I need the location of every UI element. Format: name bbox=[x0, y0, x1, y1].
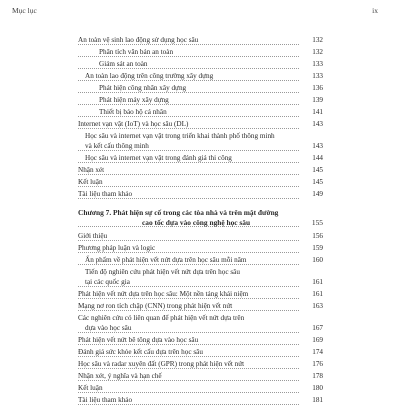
toc-entry-page: 139 bbox=[299, 97, 323, 104]
toc-entry-page: 149 bbox=[299, 191, 323, 198]
chapter-title-continued: cao tốc dựa vào công nghệ học sâu bbox=[142, 218, 251, 227]
toc-entry bbox=[78, 337, 323, 347]
toc-entry-label: Giám sát an toàn bbox=[99, 60, 148, 68]
toc-entry bbox=[78, 167, 323, 177]
toc-entry-page: 167 bbox=[299, 325, 323, 332]
toc-entry-label: Đánh giá sức khỏe kết cấu dựa trên học sâu bbox=[78, 348, 203, 356]
toc-entry bbox=[78, 349, 323, 359]
chapter-title: Chương 7. Phát hiện sự cố trong các tòa nhà và trên mặt đường bbox=[78, 208, 279, 217]
toc-entry-label: Ấn phẩm về phát hiện vết nứt dựa trên học sâu mỗi năm bbox=[85, 256, 247, 264]
toc-entry-label: Các nghiên cứu có liên quan để phát hiện vết nứt dựa trên bbox=[78, 314, 245, 322]
toc-entry-page: 132 bbox=[299, 37, 323, 44]
toc-entry-page: 141 bbox=[299, 109, 323, 116]
toc-entry-label: Mạng nơ ron tích chập (CNN) trong phát hiện vết nứt bbox=[78, 302, 233, 310]
toc-entry bbox=[78, 303, 323, 313]
toc-entry bbox=[78, 133, 323, 153]
toc-entry-page: 156 bbox=[299, 233, 323, 240]
toc-entry-page: 169 bbox=[299, 337, 323, 344]
toc-entry bbox=[78, 73, 323, 83]
toc-entry-label: Học sâu và radar xuyên đất (GPR) trong phát hiện vết nứt bbox=[78, 360, 245, 368]
toc-entry bbox=[78, 49, 323, 59]
toc-entry-label: Kết luận bbox=[78, 384, 103, 392]
toc-entry-label: Giới thiệu bbox=[78, 232, 108, 240]
toc-entry-label-continued: và kết cấu thông minh bbox=[85, 142, 149, 150]
toc-entry-label: Học sâu và internet vạn vật trong triển khai thành phố thông minh bbox=[85, 132, 275, 140]
toc-entry-label: Kết luận bbox=[78, 178, 103, 186]
toc-entry-page: 145 bbox=[299, 167, 323, 174]
toc-entry bbox=[78, 315, 323, 335]
toc-entry-page: 163 bbox=[299, 303, 323, 310]
toc-entry bbox=[78, 291, 323, 301]
toc-entry bbox=[78, 373, 323, 383]
toc-entry bbox=[78, 397, 323, 407]
toc-entry-label: Nhận xét, ý nghĩa và hạn chế bbox=[78, 372, 162, 380]
toc-entry bbox=[78, 97, 323, 107]
toc-entry bbox=[78, 37, 323, 47]
toc-entry-page: 143 bbox=[299, 143, 323, 150]
toc-entry-page: 145 bbox=[299, 179, 323, 186]
toc-entry-page: 144 bbox=[299, 155, 323, 162]
toc-entry-page: 176 bbox=[299, 361, 323, 368]
toc-entry-label: Tiến độ nghiên cứu phát hiện vết nứt dựa trên học sâu bbox=[85, 268, 240, 276]
toc-entry-label-continued: tại các quốc gia bbox=[85, 278, 130, 286]
page-header bbox=[12, 6, 388, 18]
toc-entry bbox=[78, 109, 323, 119]
toc-entry-label: Thiết bị bảo hộ cá nhân bbox=[99, 108, 167, 116]
toc-entry-page: 180 bbox=[299, 385, 323, 392]
toc-entry-label: Phát hiện vết nứt dựa trên học sâu: Một nền tảng khái niệm bbox=[78, 290, 249, 298]
toc-entry bbox=[78, 233, 323, 243]
toc-entry-label-continued: dựa vào học sâu bbox=[85, 324, 132, 332]
toc-entry-label: Học sâu và internet vạn vật trong đánh giá thi công bbox=[85, 154, 232, 162]
toc-entry-page: 178 bbox=[299, 373, 323, 380]
toc-entry-label: Phát hiện công nhân xây dựng bbox=[99, 84, 187, 92]
toc-entry bbox=[78, 61, 323, 71]
toc-entry-label: Tài liệu tham khảo bbox=[78, 190, 133, 198]
toc-entry bbox=[78, 179, 323, 189]
toc-entry-page: 133 bbox=[299, 73, 323, 80]
toc-entry-page: 181 bbox=[299, 397, 323, 404]
chapter-page: 155 bbox=[299, 219, 323, 226]
toc-entry bbox=[78, 121, 323, 131]
toc-entry-label: Phát hiện máy xây dựng bbox=[99, 96, 169, 104]
toc-entry-page: 159 bbox=[299, 245, 323, 252]
toc-entry-page: 160 bbox=[299, 257, 323, 264]
toc-entry-label: Internet vạn vật (IoT) và học sâu (DL) bbox=[78, 120, 189, 128]
toc-entry-page: 136 bbox=[299, 85, 323, 92]
running-title: Mục lục bbox=[12, 6, 37, 15]
toc-entry bbox=[78, 155, 323, 165]
toc-entry bbox=[78, 361, 323, 371]
toc-entry bbox=[78, 257, 323, 267]
toc-entry-label: Phân tích văn bản an toàn bbox=[99, 48, 174, 56]
toc-entry-page: 132 bbox=[299, 49, 323, 56]
toc-entry bbox=[78, 385, 323, 395]
toc-entry-page: 161 bbox=[299, 279, 323, 286]
toc-entry bbox=[78, 245, 323, 255]
toc-entry-label: Phát hiện vết nứt bê tông dựa vào học sâu bbox=[78, 336, 199, 344]
toc-entry-label: Tài liệu tham khảo bbox=[78, 396, 133, 404]
toc-entry-page: 174 bbox=[299, 349, 323, 356]
toc-entry-page: 143 bbox=[299, 121, 323, 128]
page-number: ix bbox=[372, 6, 378, 15]
toc-entry-label: An toàn lao động trên công trường xây dựng bbox=[85, 72, 214, 80]
toc-entry-label: An toàn vệ sinh lao động sử dụng học sâu bbox=[78, 36, 199, 44]
toc-entry bbox=[78, 191, 323, 201]
toc-entry-label: Phương pháp luận và logic bbox=[78, 244, 156, 252]
toc-entry-page: 161 bbox=[299, 291, 323, 298]
toc-entry bbox=[78, 85, 323, 95]
toc-entry-label: Nhận xét bbox=[78, 166, 105, 174]
toc-entry bbox=[78, 269, 323, 289]
toc-entry-page: 133 bbox=[299, 61, 323, 68]
